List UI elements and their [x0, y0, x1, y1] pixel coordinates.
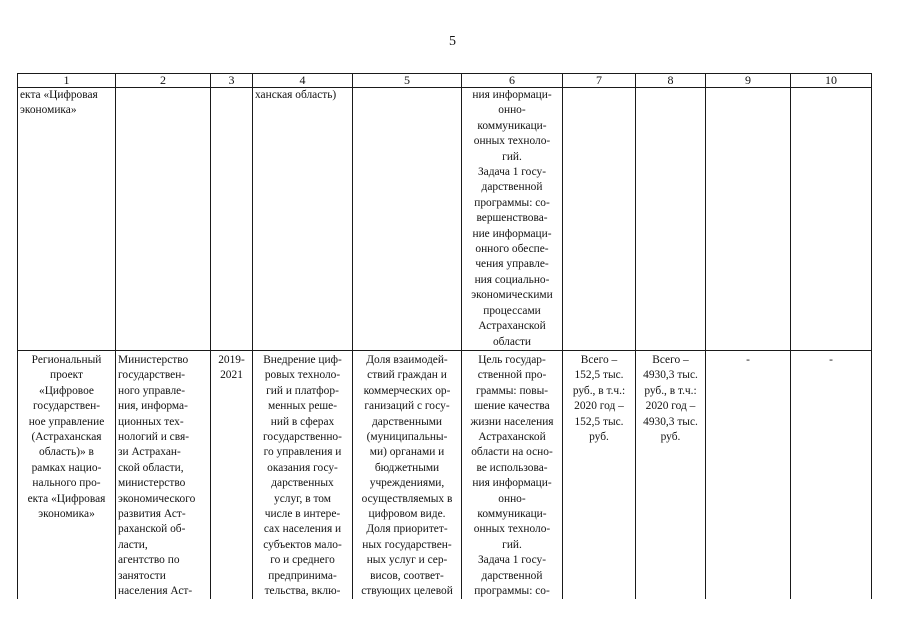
- cell-executor: [116, 88, 211, 351]
- header-cell-9: 9: [706, 74, 791, 88]
- cell-col-10: [791, 88, 872, 351]
- cell-period: 2019- 2021: [211, 350, 253, 599]
- header-cell-5: 5: [353, 74, 462, 88]
- header-cell-10: 10: [791, 74, 872, 88]
- cell-financing-2: Всего – 4930,3 тыс. руб., в т.ч.: 2020 год – 4930,3 тыс. руб.: [636, 350, 706, 599]
- cell-col-9: [706, 88, 791, 351]
- header-cell-6: 6: [462, 74, 563, 88]
- cell-period: [211, 88, 253, 351]
- table-row: [18, 350, 872, 599]
- cell-project-name: Региональный проект «Цифровое государствен- ное управление (Астраханская область)» в рамках нацио- нального про- екта «Цифровая экономика»: [18, 350, 116, 599]
- cell-goal: Цель государ- ственной про- граммы: повы- шение качества жизни населения Астраханской области на осно- ве использова- ния информаци- онно- коммуникаци- онных техноло- гий. Задача 1 госу- дарственной программы: со-: [462, 350, 563, 599]
- cell-result-continued: ханская область): [253, 88, 353, 351]
- cell-financing-1: [563, 88, 636, 351]
- document-table: [17, 73, 872, 599]
- header-row: [18, 74, 872, 88]
- cell-result: Внедрение циф- ровых техноло- гий и платфор- менных реше- ний в сферах государственно- го управления и оказания госу- дарственных услуг, в том числе в интере- сах населения и субъектов мало- го и среднего предпринима- тельства, вклю-: [253, 350, 353, 599]
- header-cell-8: 8: [636, 74, 706, 88]
- cell-financing-1: Всего – 152,5 тыс. руб., в т.ч.: 2020 год – 152,5 тыс. руб.: [563, 350, 636, 599]
- header-cell-7: 7: [563, 74, 636, 88]
- cell-executor: Министерство государствен- ного управле- ния, информа- ционных тех- нологий и свя- зи Астрахан- ской области, министерство экономического развития Аст- раханской об- ласти, агентство по занятости населения Аст-: [116, 350, 211, 599]
- header-cell-3: 3: [211, 74, 253, 88]
- page-number: 5: [449, 34, 456, 49]
- table-row: [18, 88, 872, 351]
- header-cell-1: 1: [18, 74, 116, 88]
- cell-col-10: -: [791, 350, 872, 599]
- cell-financing-2: [636, 88, 706, 351]
- cell-project-continued: екта «Цифровая экономика»: [18, 88, 116, 351]
- cell-goal-continued: ния информаци- онно- коммуникаци- онных техноло- гий. Задача 1 госу- дарственной программы: со- вершенствова- ние информаци- онного обеспе- чения управле- ния социально- экономическими процессами Астраханской области: [462, 88, 563, 351]
- cell-indicator: [353, 88, 462, 351]
- cell-indicator: Доля взаимодей- ствий граждан и коммерческих ор- ганизаций с госу- дарственными (муниципальны- ми) органами и бюджетными учреждениями, осуществляемых в цифровом виде. Доля приоритет- ных государствен- ных услуг и сер- висов, соответ- ствующих целевой: [353, 350, 462, 599]
- cell-col-9: -: [706, 350, 791, 599]
- header-cell-2: 2: [116, 74, 211, 88]
- header-cell-4: 4: [253, 74, 353, 88]
